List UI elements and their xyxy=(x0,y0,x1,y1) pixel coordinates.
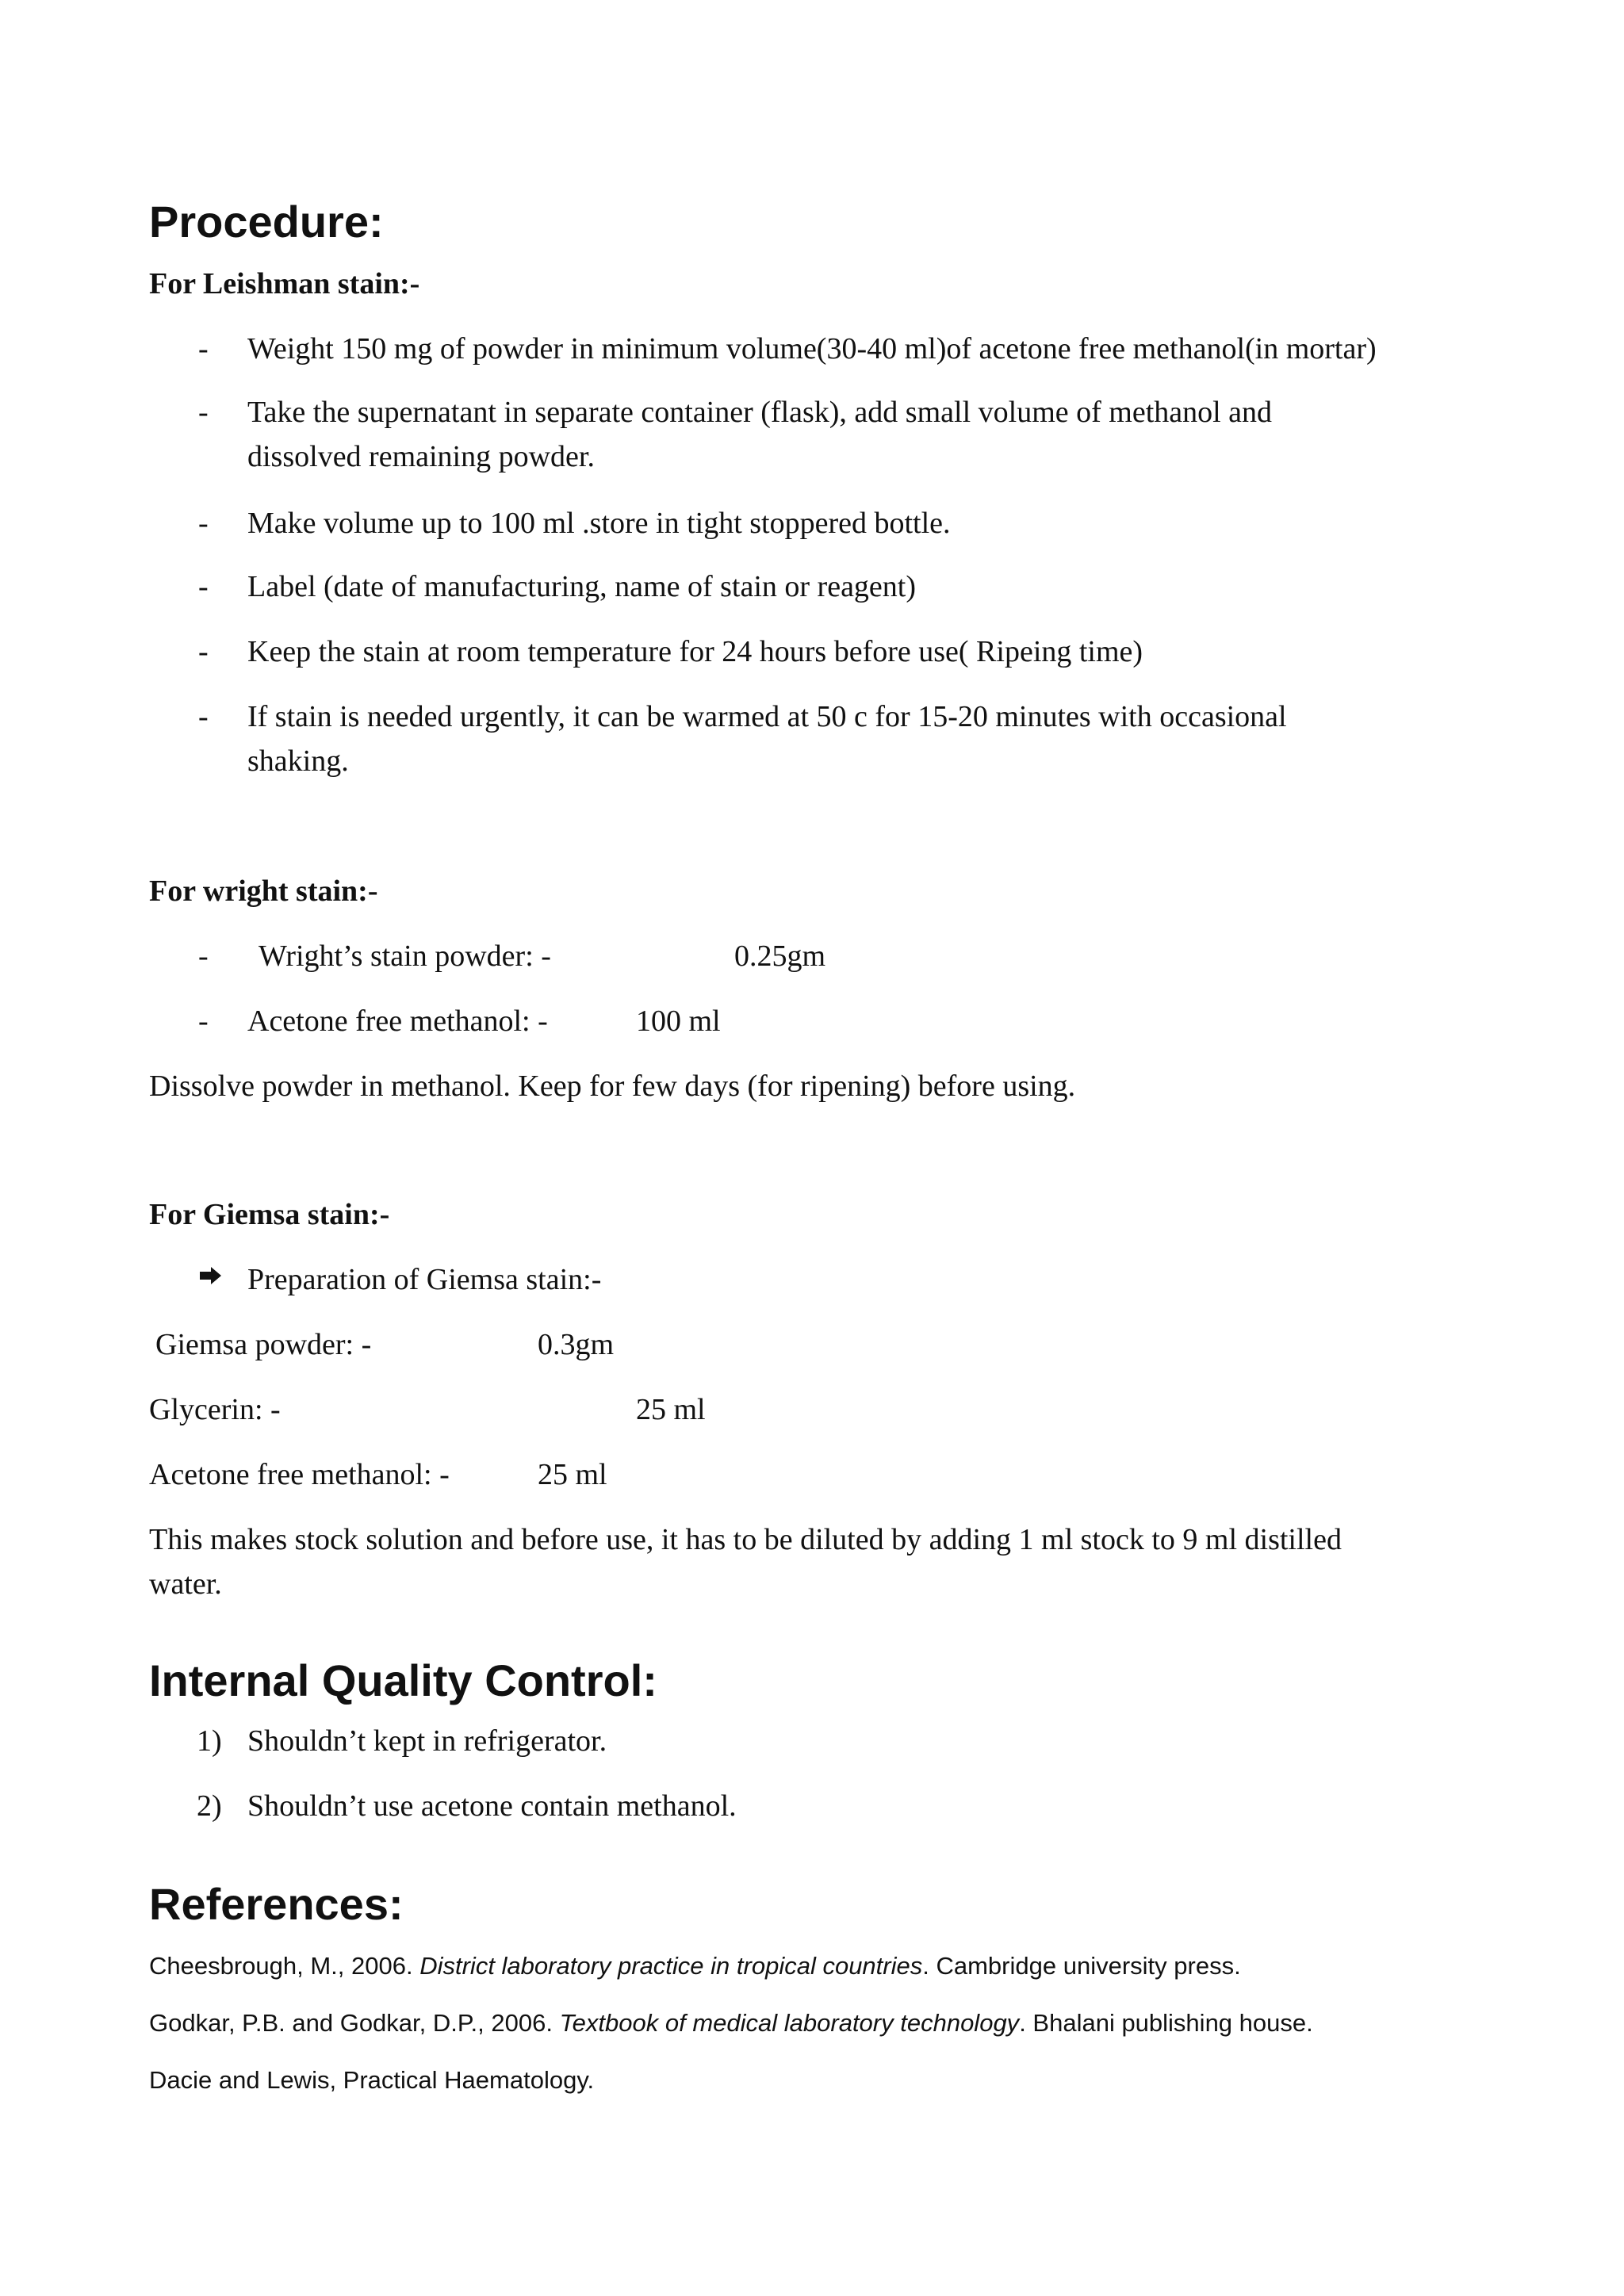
reference-authors: Godkar, P.B. and Godkar, D.P., 2006. xyxy=(149,2009,560,2037)
reference-publisher: . Cambridge university press. xyxy=(922,1952,1241,1980)
list-number: 2) xyxy=(197,1789,222,1823)
list-item: Keep the stain at room temperature for 24 hours before use( Ripeing time) xyxy=(247,635,1143,668)
list-item: Shouldn’t use acetone contain methanol. xyxy=(247,1789,737,1823)
giemsa-methanol-value: 25 ml xyxy=(538,1458,607,1491)
giemsa-powder-value: 0.3gm xyxy=(538,1328,615,1361)
list-item: Make volume up to 100 ml .store in tight stoppered bottle. xyxy=(247,507,951,540)
giemsa-methanol-label: Acetone free methanol: - xyxy=(149,1458,450,1491)
list-bullet: - xyxy=(198,939,209,973)
giemsa-powder-label: Giemsa powder: - xyxy=(155,1328,372,1361)
reference-title: Textbook of medical laboratory technology xyxy=(559,2009,1020,2037)
list-bullet: - xyxy=(198,396,209,429)
references-heading: References: xyxy=(149,1879,404,1929)
wright-methanol-value: 100 ml xyxy=(636,1004,721,1038)
list-item: Take the supernatant in separate container (flask), add small volume of methanol and xyxy=(247,396,1273,429)
reference-title: District laboratory practice in tropical countries xyxy=(419,1952,923,1980)
wright-methanol-label: Acetone free methanol: - xyxy=(247,1004,548,1038)
list-item: If stain is needed urgently, it can be warmed at 50 c for 15-20 minutes with occasional xyxy=(247,700,1287,733)
list-bullet: - xyxy=(198,570,209,603)
giemsa-glycerin-label: Glycerin: - xyxy=(149,1393,281,1426)
leishman-subheading: For Leishman stain:- xyxy=(149,267,420,300)
wright-note: Dissolve powder in methanol. Keep for few days (for ripening) before using. xyxy=(149,1070,1076,1103)
procedure-heading: Procedure: xyxy=(149,197,384,247)
reference-item: Dacie and Lewis, Practical Haematology. xyxy=(149,2066,595,2094)
giemsa-glycerin-value: 25 ml xyxy=(636,1393,706,1426)
list-item: Weight 150 mg of powder in minimum volume(30-40 ml)of acetone free methanol(in mortar) xyxy=(247,332,1377,365)
giemsa-note-continuation: water. xyxy=(149,1567,222,1601)
list-item: Label (date of manufacturing, name of stain or reagent) xyxy=(247,570,917,603)
list-bullet: - xyxy=(198,332,209,365)
reference-item xyxy=(149,2007,1313,2039)
giemsa-note: This makes stock solution and before use, it has to be diluted by adding 1 ml stock to 9 ml distilled xyxy=(149,1523,1342,1556)
iqc-heading: Internal Quality Control: xyxy=(149,1655,657,1705)
giemsa-subheading: For Giemsa stain:- xyxy=(149,1198,390,1231)
wright-subheading: For wright stain:- xyxy=(149,874,378,908)
giemsa-preparation-label: Preparation of Giemsa stain:- xyxy=(247,1263,602,1296)
list-number: 1) xyxy=(197,1724,222,1758)
list-bullet: - xyxy=(198,1004,209,1038)
reference-publisher: . Bhalani publishing house. xyxy=(1019,2009,1313,2037)
list-bullet: - xyxy=(198,700,209,733)
list-item-continuation: dissolved remaining powder. xyxy=(247,440,595,473)
wright-powder-value: 0.25gm xyxy=(734,939,826,973)
reference-authors: Cheesbrough, M., 2006. xyxy=(149,1952,420,1980)
list-bullet: - xyxy=(198,635,209,668)
list-item-continuation: shaking. xyxy=(247,744,349,778)
reference-item xyxy=(149,1950,1241,1982)
list-bullet: - xyxy=(198,507,209,540)
wright-powder-label: Wright’s stain powder: - xyxy=(259,939,551,973)
list-item: Shouldn’t kept in refrigerator. xyxy=(247,1724,607,1758)
arrow-bullet-icon xyxy=(198,1265,222,1286)
